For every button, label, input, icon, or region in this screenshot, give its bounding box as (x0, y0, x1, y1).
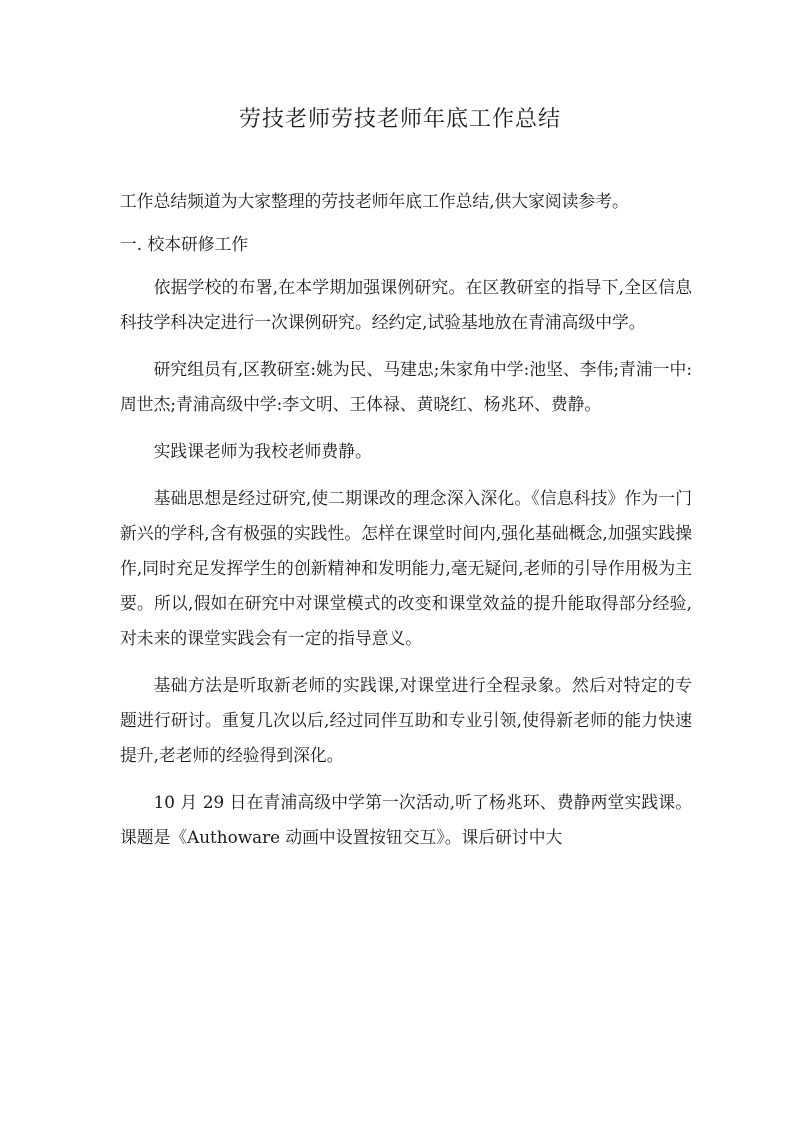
body-paragraph: 基础思想是经过研究,使二期课改的理念深入深化。《信息科技》作为一门新兴的学科,含有极强的实践性。怎样在课堂时间内,强化基础概念,加强实践操作,同时充足发挥学生的创新精神和发明能力,毫无疑问,老师的引导作用极为主要。所以,假如在研究中对课堂模式的改变和课堂效益的提升能取得部分经验,对未来的课堂实践会有一定的指导意义。 (120, 488, 692, 648)
body-paragraph: 研究组员有,区教研室:姚为民、马建忠;朱家角中学:池坚、李伟;青浦一中:周世杰;青浦高级中学:李文明、王体禄、黄晓红、杨兆环、费静。 (120, 359, 692, 414)
body-paragraph: 基础方法是听取新老师的实践课,对课堂进行全程录象。然后对特定的专题进行研讨。重复几次以后,经过同伴互助和专业引领,使得新老师的能力快速提升,老老师的经验得到深化。 (120, 675, 692, 765)
document-title: 劳技老师劳技老师年底工作总结 (238, 107, 561, 132)
intro-paragraph: 工作总结频道为大家整理的劳技老师年底工作总结,供大家阅读参考。 (120, 191, 629, 211)
body-paragraph: 依据学校的布署,在本学期加强课例研究。在区教研室的指导下,全区信息科技学科决定进行一次课例研究。经约定,试验基地放在青浦高级中学。 (120, 277, 692, 332)
body-paragraph: 10 月 29 日在青浦高级中学第一次活动,听了杨兆环、费静两堂实践课。课题是《Authoware 动画中设置按钮交互》。课后研讨中大 (120, 792, 692, 847)
body-paragraph: 实践课老师为我校老师费静。 (153, 441, 372, 461)
document-body (120, 184, 692, 867)
section-heading: 一. 校本研修工作 (120, 234, 249, 254)
